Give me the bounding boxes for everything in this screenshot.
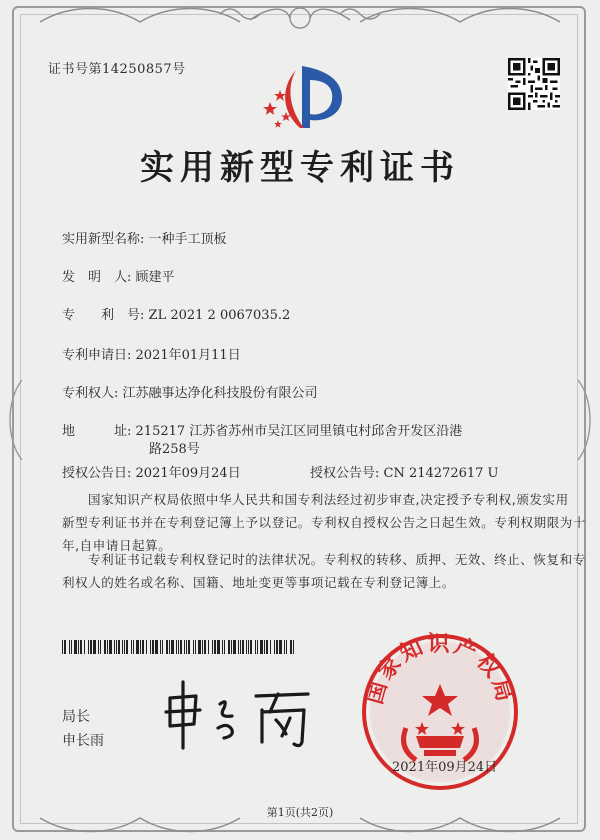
seal-date: 2021年09月24日: [392, 760, 498, 775]
paragraph-line: 利权人的姓名或名称、国籍、地址变更等事项记载在专利登记簿上。: [62, 575, 456, 590]
field-label: 授权公告号:: [310, 466, 380, 481]
field-label: 专利权人:: [62, 386, 119, 401]
certificate-number: 证书号第14250857号: [48, 62, 186, 77]
paragraph-line: 国家知识产权局依照中华人民共和国专利法经过初步审查,决定授予专利权,颁发实用: [88, 492, 569, 507]
grant-statement-paragraph: [62, 488, 587, 557]
barcode-icon: [62, 640, 296, 654]
field-label: 专 利 号:: [62, 308, 145, 323]
field-value: 215217 江苏省苏州市吴江区同里镇屯村邱舍开发区沿港: [135, 424, 463, 439]
legal-status-paragraph: [62, 548, 586, 594]
cnipa-logo-icon: [256, 58, 356, 136]
field-value: CN 214272617 U: [383, 466, 499, 481]
field-label: 实用新型名称:: [62, 232, 145, 247]
field-label: 专利申请日:: [62, 348, 132, 363]
field-application-date: [62, 344, 241, 363]
director-signature-icon: [158, 676, 318, 756]
field-value: 路258号: [149, 442, 200, 457]
field-value: 2021年01月11日: [135, 348, 241, 363]
field-label: 地 址:: [62, 424, 132, 439]
field-address-line2: [149, 438, 200, 457]
top-ornament: [0, 0, 600, 40]
paragraph-line: 专利证书记载专利权登记时的法律状况。专利权的转移、质押、无效、终止、恢复和专: [88, 552, 586, 567]
field-grant-announcement-date: [62, 462, 241, 481]
field-value: 一种手工顶板: [148, 232, 227, 247]
field-label: 授权公告日:: [62, 466, 132, 481]
seal-text: 国家知识产权局: [362, 632, 518, 707]
director-title: 局长: [62, 709, 90, 725]
field-value: 2021年09月24日: [135, 466, 241, 481]
qr-code-icon: [508, 58, 560, 110]
field-patent-number: [62, 304, 290, 323]
field-patentee: [62, 382, 318, 401]
field-utility-model-name: [62, 228, 227, 247]
page-footer: 第1页(共2页): [266, 806, 334, 819]
field-grant-announcement-number: [310, 462, 499, 481]
corner-ornament-left: [2, 380, 32, 460]
field-value: 顾建平: [135, 270, 175, 285]
director-name: 申长雨: [62, 733, 104, 749]
corner-ornament-right: [568, 380, 598, 460]
field-label: 发 明 人:: [62, 270, 132, 285]
paragraph-line: 年,自申请日起算。: [62, 538, 172, 553]
field-inventor: [62, 266, 175, 285]
field-value: ZL 2021 2 0067035.2: [148, 308, 291, 323]
paragraph-line: 新型专利证书并在专利登记簿上予以登记。专利权自授权公告之日起生效。专利权期限为十: [62, 515, 587, 530]
certificate-title: 实用新型专利证书: [140, 148, 460, 188]
field-address: [62, 420, 462, 439]
field-value: 江苏融事达净化科技股份有限公司: [122, 386, 318, 401]
